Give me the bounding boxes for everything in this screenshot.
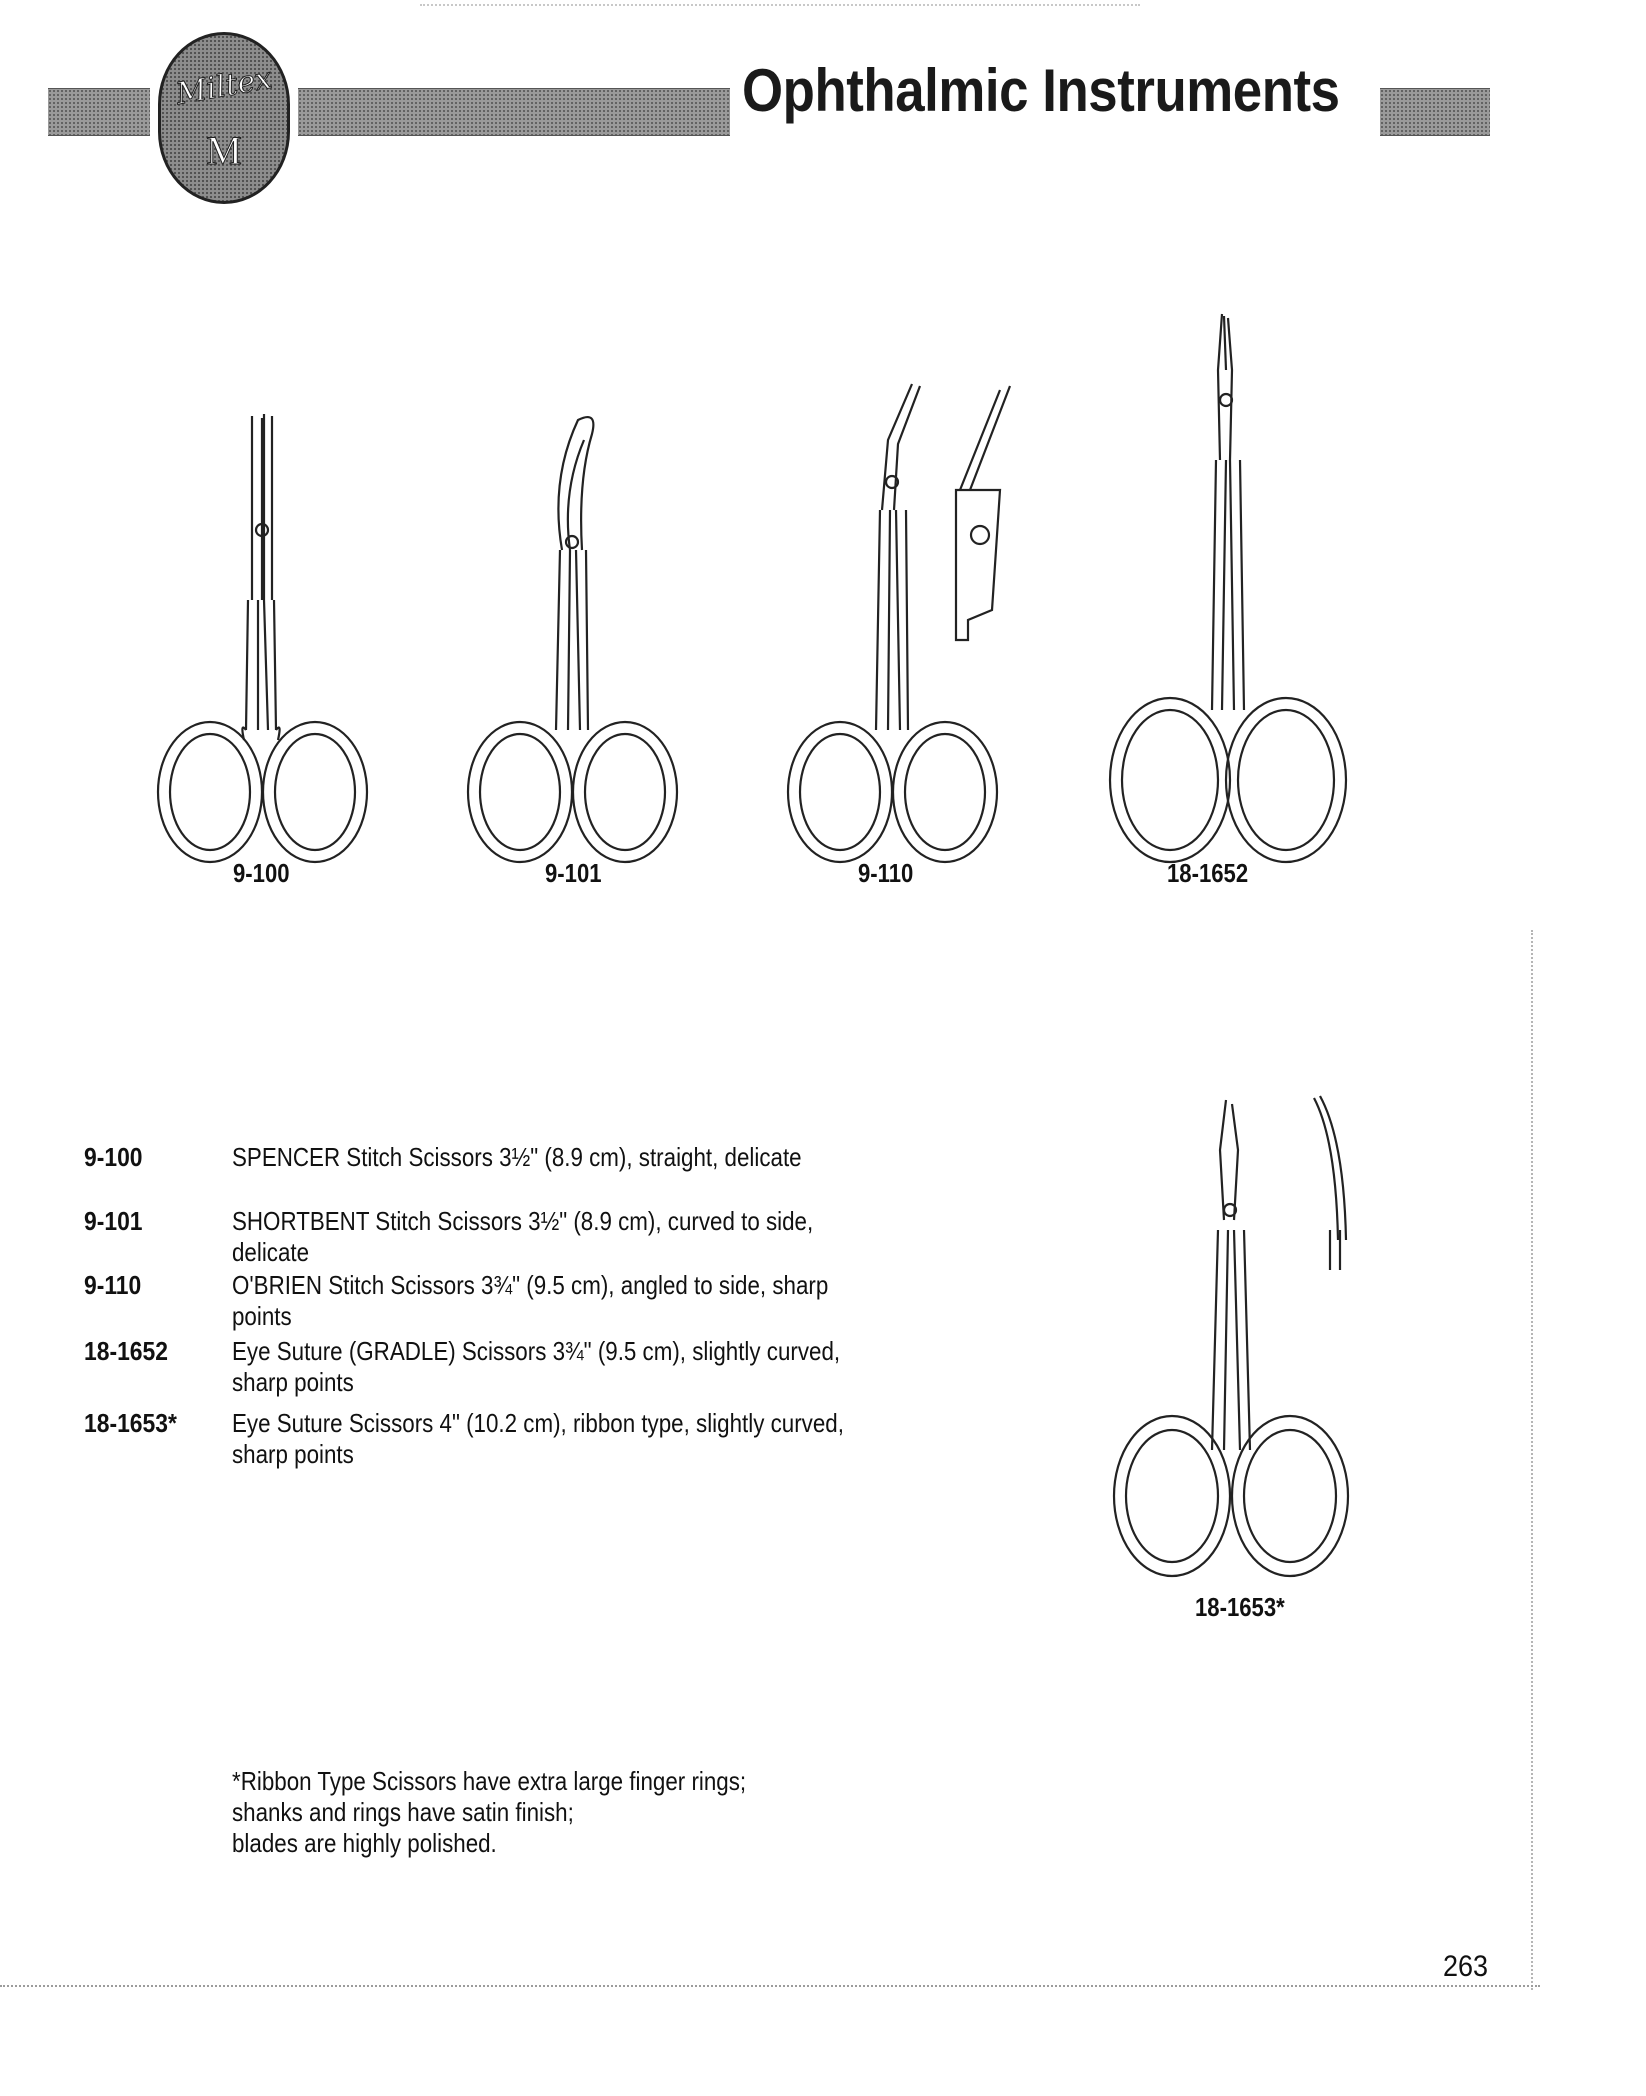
catalog-description: SPENCER Stitch Scissors 3½" (8.9 cm), straight, delicate bbox=[232, 1142, 802, 1172]
scissors-18-1652-illustration bbox=[1080, 310, 1380, 870]
scissors-9-100-illustration bbox=[140, 400, 400, 870]
figure-label-9-100: 9-100 bbox=[233, 858, 290, 888]
catalog-description: SHORTBENT Stitch Scissors 3½" (8.9 cm), curved to side, delicate bbox=[232, 1206, 814, 1267]
catalog-code: 9-100 bbox=[84, 1142, 143, 1172]
scissors-18-1653-illustration bbox=[1100, 1090, 1400, 1590]
header-band-right bbox=[1380, 88, 1490, 136]
figure-label-9-101: 9-101 bbox=[545, 858, 602, 888]
catalog-description: Eye Suture (GRADLE) Scissors 3¾" (9.5 cm), slightly curved, sharp points bbox=[232, 1336, 841, 1397]
scissors-9-101-illustration bbox=[450, 400, 710, 870]
catalog-description: O'BRIEN Stitch Scissors 3¾" (9.5 cm), angled to side, sharp points bbox=[232, 1270, 829, 1331]
figure-label-18-1652: 18-1652 bbox=[1167, 858, 1249, 888]
page-number: 263 bbox=[1443, 1950, 1489, 1983]
catalog-code: 9-110 bbox=[84, 1270, 142, 1300]
figure-label-9-110: 9-110 bbox=[858, 858, 914, 888]
figure-label-18-1653: 18-1653* bbox=[1195, 1592, 1285, 1622]
footnote-line: shanks and rings have satin finish; bbox=[232, 1797, 574, 1827]
header-band-left bbox=[48, 88, 150, 136]
catalog-code: 9-101 bbox=[84, 1206, 143, 1236]
ribbon-type-footnote bbox=[232, 1766, 851, 1859]
page-title: Ophthalmic Instruments bbox=[742, 57, 1340, 124]
footnote-line: *Ribbon Type Scissors have extra large finger rings; bbox=[232, 1766, 747, 1796]
catalog-code: 18-1653* bbox=[84, 1408, 177, 1438]
scan-dotted-rule-top bbox=[420, 4, 1140, 6]
scan-dotted-rule-bottom bbox=[0, 1985, 1540, 1987]
catalog-code: 18-1652 bbox=[84, 1336, 168, 1366]
brand-logo bbox=[158, 32, 290, 204]
footnote-line: blades are highly polished. bbox=[232, 1828, 497, 1858]
logo-script-text: Miltex bbox=[173, 60, 275, 113]
scan-dotted-rule-right bbox=[1531, 930, 1533, 1990]
catalog-description: Eye Suture Scissors 4" (10.2 cm), ribbon type, slightly curved, sharp points bbox=[232, 1408, 844, 1469]
header-band-middle bbox=[298, 88, 730, 136]
logo-monogram: M bbox=[206, 128, 242, 173]
scissors-9-110-illustration bbox=[770, 370, 1070, 870]
